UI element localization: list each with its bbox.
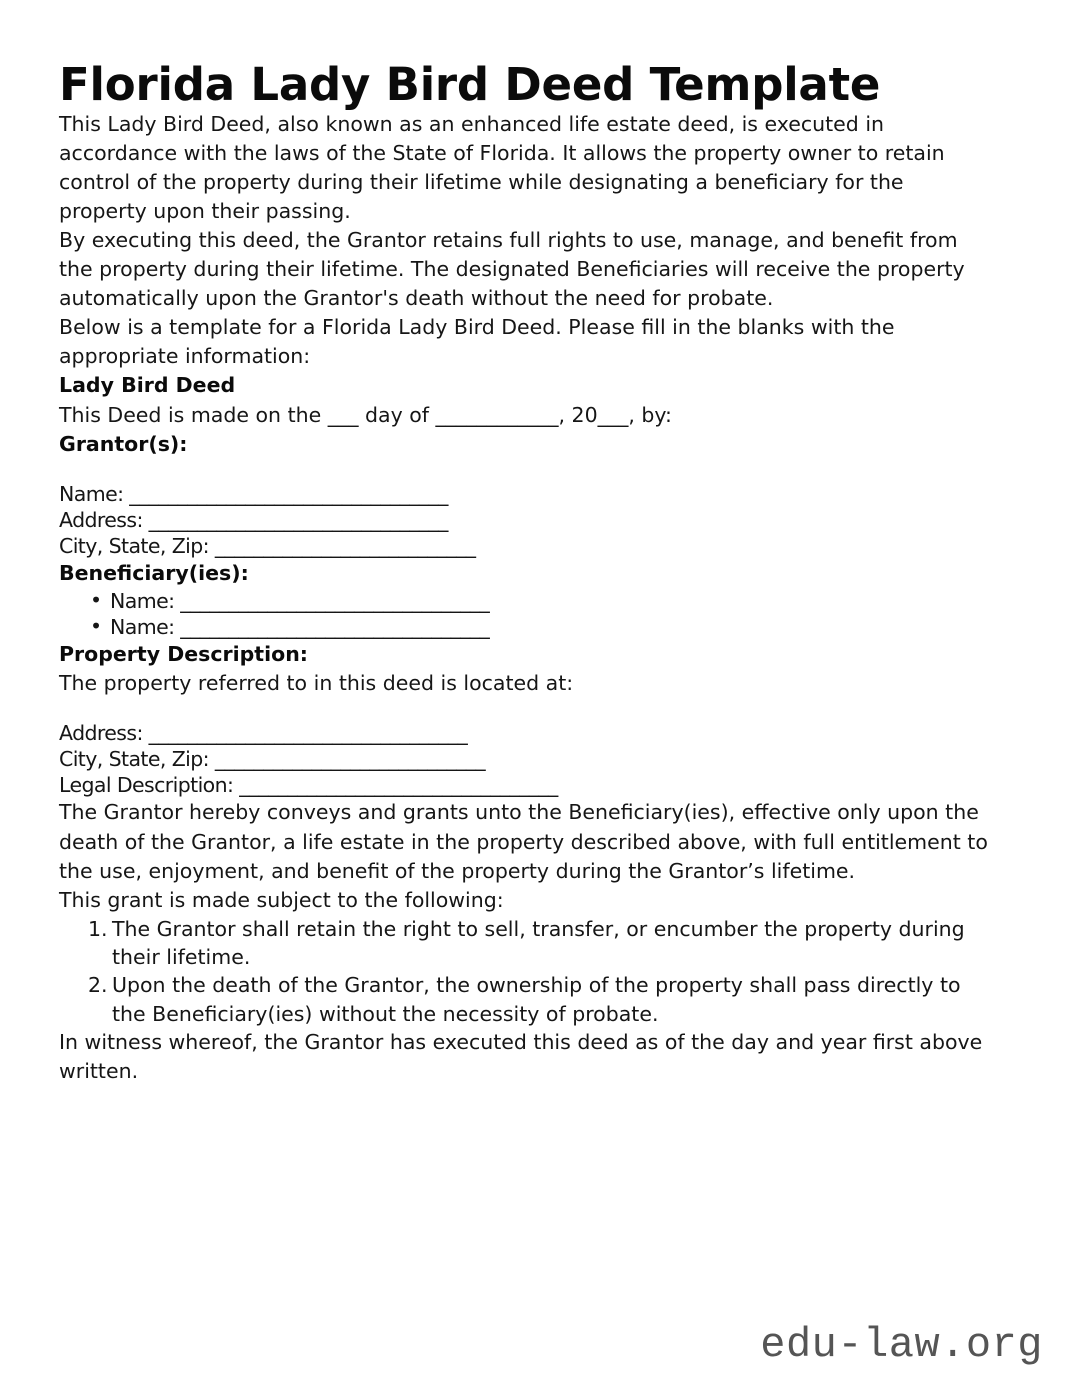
witness-paragraph: In witness whereof, the Grantor has executed this deed as of the day and year first above written. — [59, 1029, 983, 1084]
list-item: The Grantor shall retain the right to sell, transfer, or encumber the property during their lifetime. — [112, 916, 965, 970]
watermark: edu-law.org — [760, 1321, 1043, 1369]
property-intro: The property referred to in this deed is located at: — [59, 671, 574, 696]
subject-intro-paragraph: This grant is made subject to the following: — [59, 887, 504, 912]
page-title: Florida Lady Bird Deed Template — [59, 58, 881, 111]
list-item: Upon the death of the Grantor, the ownership of the property shall pass directly to the Beneficiary(ies) without the necessity of probate. — [112, 973, 961, 1026]
deed-heading: Lady Bird Deed — [59, 373, 236, 398]
grantor-name-field: Name: _________________________________ — [59, 481, 448, 506]
property-address-field: Address: _________________________________ — [59, 721, 468, 746]
list-item: • Name: ________________________________ — [59, 588, 991, 614]
legal-description-field: Legal Description: _________________________________ — [59, 773, 558, 798]
property-fields — [59, 720, 991, 772]
conditions-list — [59, 915, 991, 1028]
document-page — [59, 0, 991, 1086]
grantor-city-state-zip-field: City, State, Zip: ___________________________ — [59, 533, 476, 558]
beneficiary-list — [59, 588, 991, 640]
grantor-address-field: Address: _______________________________ — [59, 507, 448, 532]
beneficiary-heading: Beneficiary(ies): — [59, 560, 249, 585]
intro-paragraph-3: Below is a template for a Florida Lady Bird Deed. Please fill in the blanks with the appropriate information: — [59, 315, 895, 369]
grantor-fields — [59, 481, 991, 559]
conveyance-paragraph: The Grantor hereby conveys and grants unto the Beneficiary(ies), effective only upon the death of the Grantor, a life estate in the property described above, with full entitlement to the use, enjoyment, and benefit of the property during the Grantor’s lifetime. — [59, 800, 988, 883]
grantor-heading: Grantor(s): — [59, 431, 188, 456]
deed-date-line: This Deed is made on the ___ day of ____________, 20___, by: — [59, 402, 672, 427]
property-description-heading: Property Description: — [59, 642, 308, 667]
list-item: • Name: ________________________________ — [59, 614, 991, 640]
intro-paragraph-1: This Lady Bird Deed, also known as an enhanced life estate deed, is executed in accordance with the laws of the State of Florida. It allows the property owner to retain control of the property during their lifetime while designating a beneficiary for the property upon their passing. — [59, 111, 945, 223]
intro-paragraph-2: By executing this deed, the Grantor retains full rights to use, manage, and benefit from the property during their lifetime. The designated Beneficiaries will receive the property automatically upon the Grantor's death without the need for probate. — [59, 227, 965, 311]
property-city-state-zip-field: City, State, Zip: ____________________________ — [59, 747, 486, 772]
